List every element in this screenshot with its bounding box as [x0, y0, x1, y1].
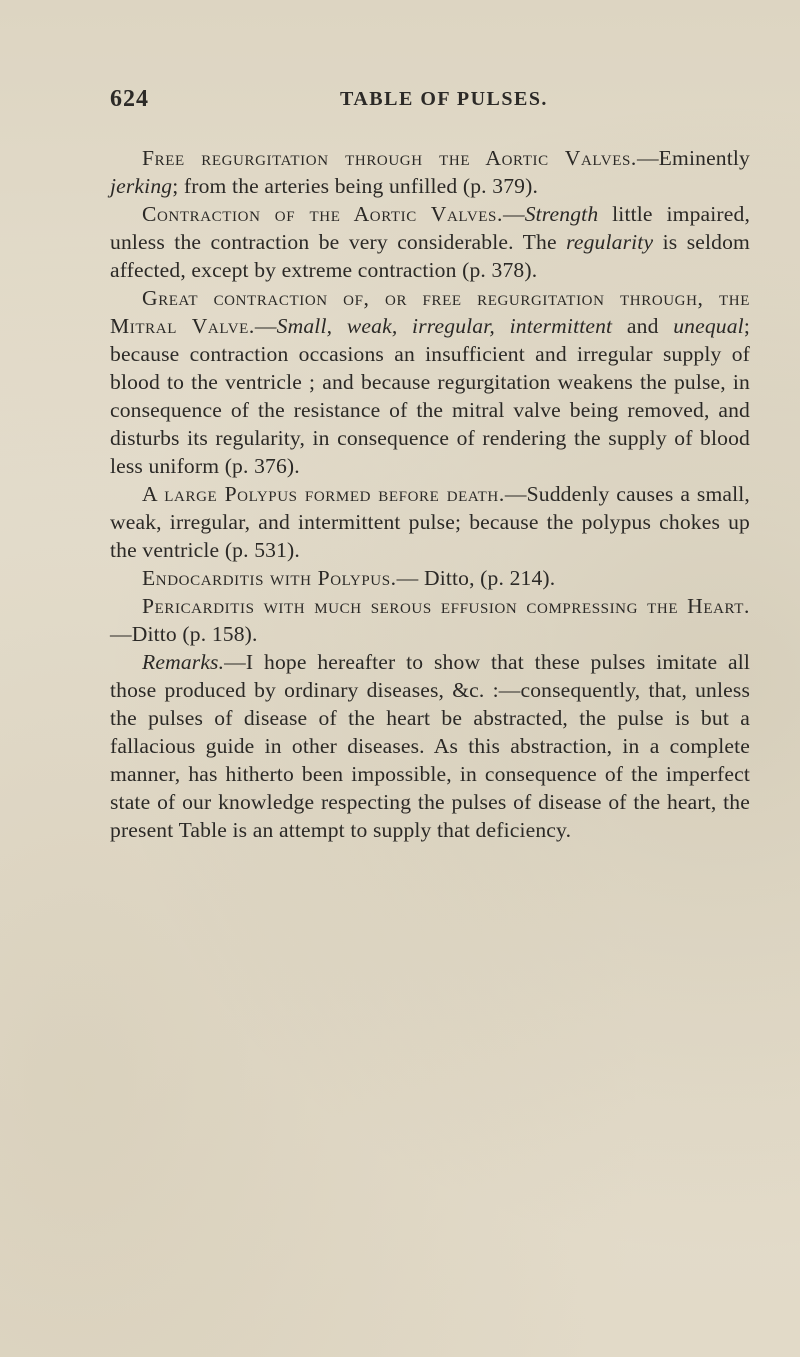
- page-header-title: TABLE OF PULSES.: [340, 88, 548, 110]
- entry-text: —Ditto (p. 158).: [110, 622, 258, 646]
- entry-text: is seldom affected, except by extreme contraction (p. 378).: [110, 230, 750, 282]
- running-head: [110, 86, 750, 116]
- entry-text: —: [502, 202, 525, 226]
- entry-text: ; from the arteries being unfilled (p. 379).: [172, 174, 539, 198]
- paragraph-mitral-valve: [110, 284, 750, 480]
- entry-heading: Contraction of the Aortic Valves.: [142, 202, 503, 226]
- entry-text: — Ditto, (p. 214).: [396, 566, 556, 590]
- entry-heading: Free regurgitation through the Aortic Valves.: [142, 146, 637, 170]
- entry-text: little impaired, unless the contraction be very considerable. The: [110, 202, 750, 254]
- entry-emphasis: Strength: [524, 202, 599, 226]
- paragraph-aortic-regurgitation: [110, 144, 750, 200]
- entry-heading: Pericarditis with much serous effusion compressing the Heart.: [142, 594, 750, 618]
- paragraph-aortic-contraction: [110, 200, 750, 284]
- entry-text: and: [612, 314, 674, 338]
- paragraph-pericarditis: [110, 592, 750, 648]
- entry-text: —Eminently: [636, 146, 750, 170]
- entry-heading: A large Polypus formed before death.: [142, 482, 505, 506]
- entry-text: ; because contraction occasions an insufficient and irregular supply of blood to the ventricle ; and because regurgitation weakens the pulse, in consequence of the resistance of the mitral valve being removed, and disturbs its regularity, in consequence of rendering the supply of blood less uniform (p. 376).: [110, 314, 750, 478]
- entry-heading: Endocarditis with Polypus.: [142, 566, 397, 590]
- page-number: 624: [110, 86, 149, 112]
- paragraph-endocarditis: [110, 564, 750, 592]
- body-text: [110, 144, 750, 844]
- entry-emphasis: unequal: [673, 314, 744, 338]
- paragraph-remarks: [110, 648, 750, 844]
- entry-heading: Great contraction of, or free regurgitation through, the Mitral Valve.: [110, 286, 750, 338]
- entry-emphasis: jerking: [110, 174, 173, 198]
- entry-emphasis: Small, weak, irregular, intermittent: [276, 314, 613, 338]
- entry-text: —Suddenly causes a small, weak, irregular, and intermittent pulse; because the polypus chokes up the ventricle (p. 531).: [110, 482, 750, 562]
- paragraph-large-polypus: [110, 480, 750, 564]
- remarks-label: Remarks.: [142, 650, 225, 674]
- entry-text: —: [254, 314, 277, 338]
- entry-emphasis: regularity: [566, 230, 654, 254]
- entry-text: —I hope hereafter to show that these pulses imitate all those produced by ordinary diseases, &c. :—consequently, that, unless the pulses of disease of the heart be abstracted, the pulse is but a fallacious guide in other diseases. As this abstraction, in a complete manner, has hitherto been impossible, in consequence of the imperfect state of our knowledge respecting the pulses of disease of the heart, the present Table is an attempt to supply that deficiency.: [110, 650, 750, 842]
